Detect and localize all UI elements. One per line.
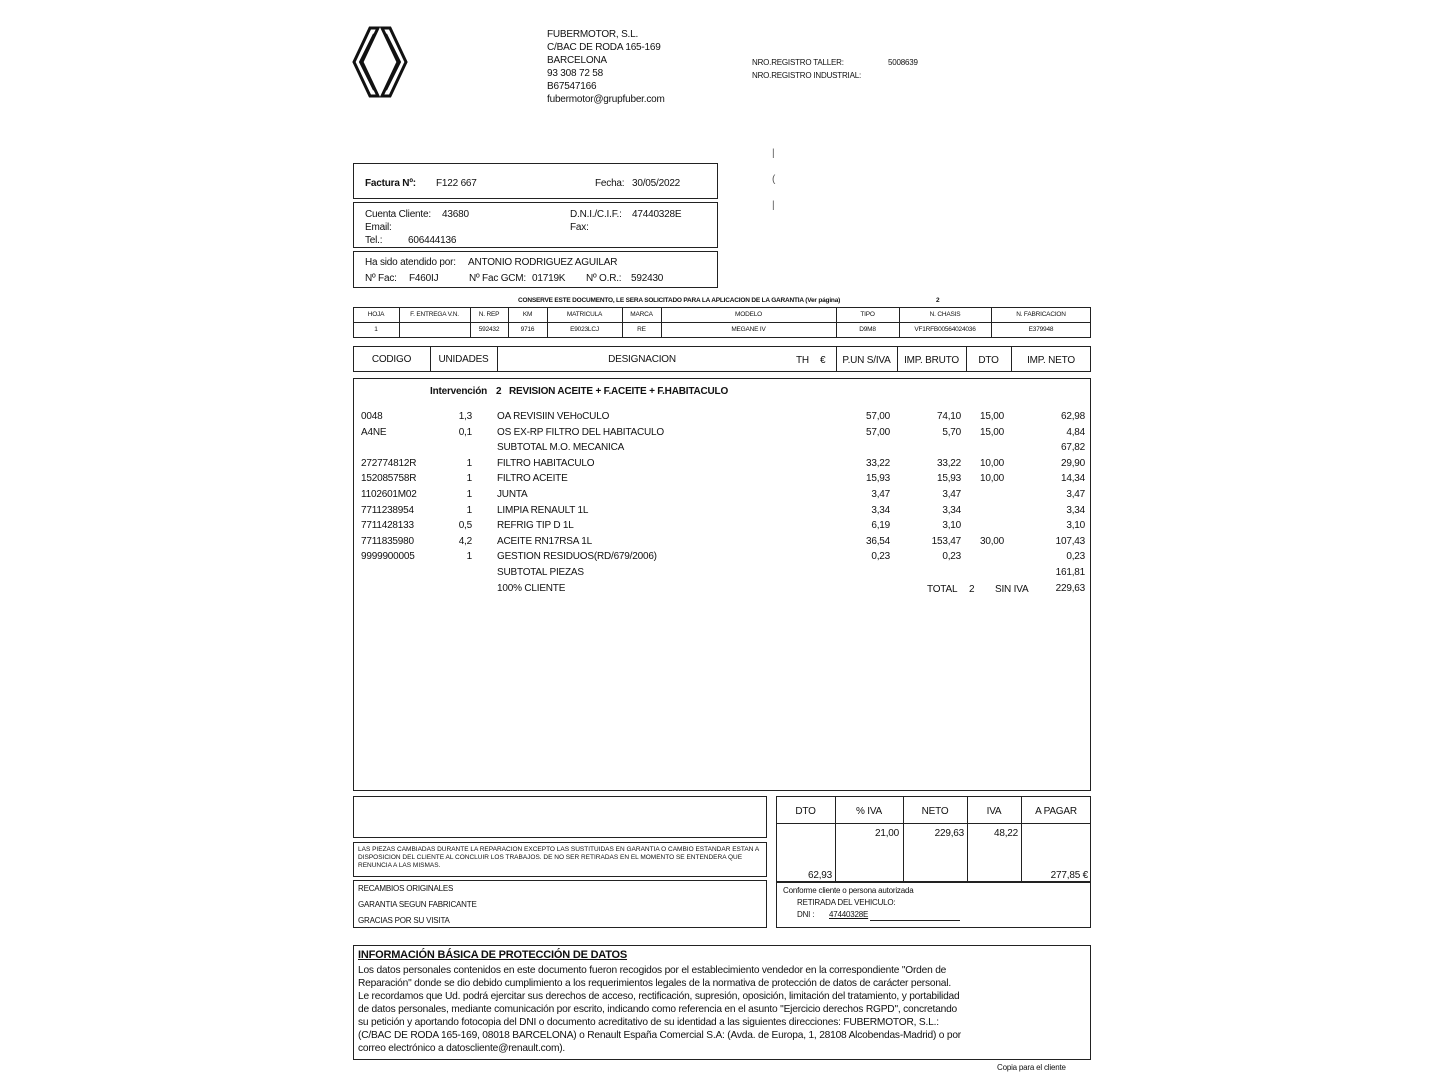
parts-note: LAS PIEZAS CAMBIADAS DURANTE LA REPARACION EXCEPTO LAS SUSTITUIDAS EN GARANTIA O CAMBIO ESTANDAR ESTAN A DISPOSICION DEL CLIENTE AL CONCLUIR LOS TRABAJOS. DE NO SER RETIRADAS EN EL MOMENTO SE ENTENDERA QUE RENUNCIA A LAS MISMAS. (358, 846, 759, 869)
privacy-line: de datos personales, mediante comunicación por escrito, indicando como referencia en el asunto "Ejercicio derechos RGPD", concretando (358, 1004, 958, 1015)
line-dto: 10,00 (979, 457, 1004, 469)
line-bruto: 3,34 (942, 504, 961, 516)
totals-header-dto: DTO (795, 806, 816, 817)
invoice-date: 30/05/2022 (632, 178, 681, 189)
line-pun: 57,00 (865, 426, 890, 438)
line-units: 4,2 (458, 535, 472, 547)
line-desc: OS EX-RP FILTRO DEL HABITACULO (497, 426, 664, 438)
line-neto: 3,34 (1066, 504, 1085, 516)
vehicle-header-5: MARCA (630, 311, 653, 318)
line-units: 0,5 (458, 520, 472, 532)
vehicle-header-1: F. ENTREGA V.N. (410, 311, 459, 318)
line-bruto: 15,93 (936, 473, 961, 485)
gcm-value: 01719K (532, 273, 566, 284)
line-units: 1 (466, 504, 472, 516)
company-phone: 93 308 72 58 (547, 68, 603, 79)
dni-value: 47440328E (632, 209, 682, 220)
line-neto: 3,10 (1066, 520, 1085, 532)
vehicle-value-0: 1 (374, 326, 378, 333)
vehicle-header-8: N. CHASIS (929, 311, 961, 318)
gcm-label: Nº Fac GCM: (469, 273, 527, 284)
vehicle-header-3: KM (522, 311, 533, 318)
header-neto: IMP. NETO (1027, 355, 1075, 366)
conforme-dni: 47440328E (829, 910, 869, 919)
header-pun: P.UN S/IVA (842, 355, 891, 366)
intervention-label: Intervención (430, 386, 488, 397)
line-pun: 0,23 (871, 551, 890, 563)
redacted-mark: | (772, 200, 775, 211)
vehicle-header-4: MATRICULA (566, 311, 603, 318)
intervention-title: REVISION ACEITE + F.ACEITE + F.HABITACULO (509, 386, 729, 397)
totals-pagar: 277,85 € (1050, 870, 1088, 881)
warranty-note: CONSERVE ESTE DOCUMENTO, LE SERA SOLICITADO PARA LA APLICACION DE LA GARANTIA (Ver página) (518, 297, 841, 304)
redacted-mark: | (772, 148, 775, 159)
line-desc: JUNTA (497, 489, 528, 500)
line-dto: 10,00 (979, 473, 1004, 485)
reg-taller-label: NRO.REGISTRO TALLER: (752, 58, 844, 67)
line-code: 0048 (361, 411, 383, 422)
line-units: 1,3 (458, 411, 472, 422)
dni-label: D.N.I./C.I.F.: (570, 209, 622, 220)
intervention-num: 2 (496, 386, 502, 397)
line-desc: REFRIG TIP D 1L (497, 520, 574, 532)
warranty-page: 2 (936, 297, 940, 304)
renault-logo (352, 26, 408, 98)
vehicle-header-0: HOJA (367, 311, 385, 318)
company-address: C/BAC DE RODA 165-169 (547, 42, 661, 53)
totals-header-iva-pct: % IVA (855, 806, 883, 817)
header-dto: DTO (978, 355, 999, 366)
company-city: BARCELONA (547, 55, 607, 66)
privacy-line: Los datos personales contenidos en este documento fueron recogidos por el establecimiento vendedor en la correspondiente "Orden de (358, 965, 947, 976)
footer-line-1: RECAMBIOS ORIGINALES (358, 884, 454, 893)
header-unidades: UNIDADES (438, 354, 489, 365)
line-desc: SUBTOTAL PIEZAS (497, 567, 584, 578)
conforme-line1: Conforme cliente o persona autorizada (783, 886, 914, 895)
company-name: FUBERMOTOR, S.L. (547, 29, 639, 40)
line-bruto: 153,47 (931, 535, 961, 547)
vehicle-value-4: E9023LCJ (570, 326, 599, 333)
line-code: 9999900005 (361, 551, 415, 563)
line-pun: 3,34 (871, 504, 890, 516)
line-code: 272774812R (361, 457, 417, 469)
line-code: 7711428133 (361, 520, 414, 532)
copy-label: Copia para el cliente (997, 1063, 1066, 1072)
header-th: TH (796, 355, 809, 366)
notes-empty-box (353, 796, 767, 838)
line-pun: 33,22 (865, 457, 890, 469)
line-code: A4NE (361, 426, 387, 438)
vehicle-value-7: D9M8 (859, 326, 876, 333)
vehicle-header-2: N. REP (478, 311, 500, 318)
line-bruto: 33,22 (936, 457, 961, 469)
line-neto: 14,34 (1060, 473, 1085, 485)
vehicle-value-6: MEGANE IV (731, 326, 766, 333)
vehicle-header-6: MODELO (735, 311, 762, 318)
nfac-value: F460IJ (409, 273, 439, 284)
line-units: 0,1 (458, 426, 472, 438)
invoice-date-label: Fecha: (595, 178, 625, 189)
cuenta-value: 43680 (442, 209, 469, 220)
line-pun: 57,00 (865, 411, 890, 422)
line-bruto: 3,10 (942, 520, 961, 532)
line-desc: OA REVISIIN VEHoCULO (497, 411, 610, 422)
footer-line-2: GARANTIA SEGUN FABRICANTE (358, 900, 477, 909)
vehicle-value-9: E379948 (1028, 326, 1054, 333)
line-desc: SUBTOTAL M.O. MECANICA (497, 442, 625, 454)
total-num: 2 (969, 584, 975, 595)
or-value: 592430 (631, 273, 664, 284)
line-neto: 29,90 (1060, 457, 1085, 469)
line-units: 1 (466, 489, 472, 500)
line-bruto: 5,70 (942, 426, 961, 438)
conforme-dni-label: DNI : (797, 910, 815, 919)
vehicle-header-9: N. FABRICACION (1016, 311, 1066, 318)
line-dto: 15,00 (979, 426, 1004, 438)
line-pun: 15,93 (865, 473, 890, 485)
total-label: TOTAL (927, 584, 958, 595)
privacy-line: correo electrónico a datoscliente@renault.com). (358, 1043, 566, 1054)
privacy-line: (C/BAC DE RODA 165-169, 08018 BARCELONA) o Renault España Comercial S.A: (Avda. de Europa, 1, 28108 Alcobendas-Madrid) o por (358, 1030, 962, 1041)
vehicle-value-3: 9716 (520, 326, 535, 333)
line-pun: 3,47 (871, 489, 890, 500)
vehicle-value-8: VF1RFB00564024036 (914, 326, 976, 333)
privacy-line: su petición y aportando fotocopia del DNI o documento acreditativo de su identidad a las siguientes direcciones: FUBERMOTOR, S.L.: (358, 1017, 939, 1028)
vehicle-header-7: TIPO (860, 311, 875, 318)
footer-line-3: GRACIAS POR SU VISITA (358, 916, 450, 925)
tel-label: Tel.: (365, 235, 383, 246)
totals-header-iva: IVA (986, 806, 1002, 817)
totals-neto: 229,63 (934, 828, 964, 839)
totals-iva-pct: 21,00 (874, 828, 899, 839)
line-neto: 161,81 (1055, 567, 1085, 578)
fax-label: Fax: (570, 222, 589, 233)
totals-header-pagar: A PAGAR (1035, 806, 1077, 817)
conforme-line2: RETIRADA DEL VEHICULO: (797, 898, 896, 907)
line-desc: ACEITE RN17RSA 1L (497, 535, 592, 547)
redacted-mark: ( (772, 174, 776, 185)
privacy-line: Reparación" donde se dio debido cumplimiento a los requerimientos legales de la normativa de protección de datos de carácter personal. (358, 978, 951, 989)
line-neto: 4,84 (1066, 426, 1085, 438)
line-neto: 107,43 (1055, 535, 1085, 547)
privacy-line: Le recordamos que Ud. podrá ejercitar sus derechos de acceso, rectificación, supresión, oposición, limitación del tratamiento, y portabilidad (358, 991, 960, 1002)
or-label: Nº O.R.: (586, 273, 622, 284)
line-code: 7711238954 (361, 504, 414, 516)
reg-industrial-label: NRO.REGISTRO INDUSTRIAL: (752, 71, 861, 80)
line-bruto: 3,47 (942, 489, 961, 500)
line-bruto: 74,10 (936, 411, 961, 422)
line-desc: FILTRO ACEITE (497, 473, 568, 485)
line-neto: 0,23 (1066, 551, 1085, 563)
line-units: 1 (466, 473, 472, 485)
attended-label: Ha sido atendido por: (365, 257, 456, 268)
line-dto: 15,00 (979, 411, 1004, 422)
reg-taller-value: 5008639 (888, 58, 918, 67)
line-code: 152085758R (361, 473, 417, 485)
totals-iva: 48,22 (993, 828, 1018, 839)
attended-value: ANTONIO RODRIGUEZ AGUILAR (468, 257, 618, 268)
line-code: 1102601M02 (361, 489, 417, 500)
line-neto: 62,98 (1060, 411, 1085, 422)
line-desc: FILTRO HABITACULO (497, 457, 595, 469)
line-neto: 3,47 (1066, 489, 1085, 500)
company-code: B67547166 (547, 81, 597, 92)
vehicle-value-5: RE (637, 326, 646, 333)
line-desc: LIMPIA RENAULT 1L (497, 504, 589, 516)
cuenta-label: Cuenta Cliente: (365, 209, 431, 220)
totals-header-neto: NETO (921, 806, 949, 817)
header-designacion: DESIGNACION (608, 354, 676, 365)
line-neto: 67,82 (1060, 442, 1085, 454)
header-bruto: IMP. BRUTO (904, 355, 959, 366)
line-dto: 30,00 (979, 535, 1004, 547)
nfac-label: Nº Fac: (365, 273, 397, 284)
line-desc: GESTION RESIDUOS(RD/679/2006) (497, 551, 657, 563)
line-neto: 229,63 (1055, 582, 1085, 594)
company-email: fubermotor@grupfuber.com (547, 94, 665, 105)
tel-value: 606444136 (408, 235, 457, 246)
line-bruto: 0,23 (942, 551, 961, 563)
line-pun: 6,19 (871, 520, 890, 532)
header-euro: € (820, 355, 826, 366)
total-sin-iva: SIN IVA (995, 584, 1029, 595)
line-units: 1 (466, 457, 472, 469)
invoice-number-label: Factura Nº: (365, 178, 416, 189)
line-pun: 36,54 (865, 535, 890, 547)
header-codigo: CODIGO (371, 354, 412, 365)
privacy-title: INFORMACIÓN BÁSICA DE PROTECCIÓN DE DATOS (358, 949, 628, 961)
line-code: 7711835980 (361, 535, 414, 547)
email-label: Email: (365, 222, 392, 233)
vehicle-value-2: 592432 (478, 326, 500, 333)
line-units: 1 (466, 551, 472, 563)
line-desc: 100% CLIENTE (497, 582, 566, 594)
invoice-number: F122 667 (436, 178, 477, 189)
totals-dto: 62,93 (807, 870, 832, 881)
